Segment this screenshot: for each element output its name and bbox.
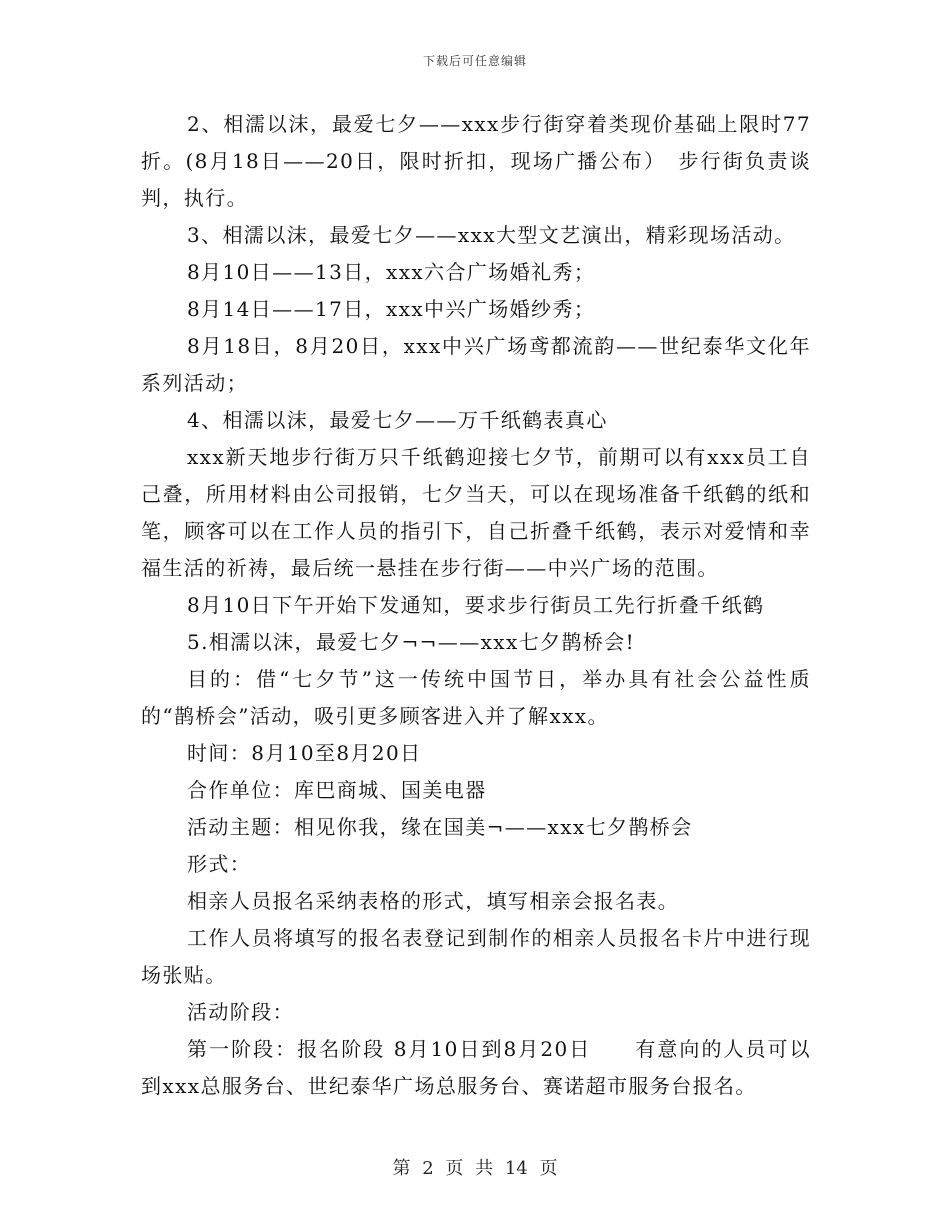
paragraph-performance: 3、相濡以沫，最爱七夕——xxx大型文艺演出，精彩现场活动。 <box>187 223 796 247</box>
page-footer: 第 2 页 共 14 页 <box>392 1158 558 1179</box>
paragraph-notice: 8月10日下午开始下发通知，要求步行街员工先行折叠千纸鹤 <box>187 593 765 617</box>
paragraph-purpose: 目的：借“七夕节”这一传统中国节日，举办具有社会公益性质的“鹊桥会”活动，吸引更多顾客进入并了解xxx。 <box>141 667 811 728</box>
paragraph-discount: 2、相濡以沫，最爱七夕——xxx步行街穿着类现价基础上限时77折。(8月18日——20日，限时折扣，现场广播公布） 步行街负责谈判，执行。 <box>141 112 811 210</box>
paragraph-time: 时间：8月10至8月20日 <box>187 741 422 765</box>
paragraph-culture-year: 8月18日，8月20日，xxx中兴广场鸢都流韵——世纪泰华文化年系列活动； <box>141 334 811 395</box>
paragraph-registration-form: 相亲人员报名采纳表格的形式，填写相亲会报名表。 <box>187 889 680 913</box>
paragraph-paper-cranes-title: 4、相濡以沫，最爱七夕——万千纸鹤表真心 <box>187 408 608 432</box>
paragraph-partners: 合作单位：库巴商城、国美电器 <box>187 778 487 802</box>
page-header: 下载后可任意编辑 <box>422 54 527 68</box>
paragraph-format-label: 形式： <box>187 852 252 876</box>
paragraph-stages-label: 活动阶段： <box>187 1000 294 1024</box>
paragraph-magpie-bridge-title: 5.相濡以沫，最爱七夕¬¬——xxx七夕鹊桥会! <box>187 630 636 654</box>
paragraph-theme: 活动主题：相见你我，缘在国美¬——xxx七夕鹊桥会 <box>187 815 693 839</box>
paragraph-gown-show: 8月14日——17日，xxx中兴广场婚纱秀； <box>187 297 596 321</box>
paragraph-paper-cranes-body: xxx新天地步行街万只千纸鹤迎接七夕节，前期可以有xxx员工自己叠，所用材料由公司报销，七夕当天，可以在现场准备千纸鹤的纸和笔，顾客可以在工作人员的指引下，自己折叠千纸鹤，表示对爱情和幸福生活的祈祷，最后统一悬挂在步行街——中兴广场的范围。 <box>141 445 811 580</box>
paragraph-wedding-show: 8月10日——13日，xxx六合广场婚礼秀； <box>187 260 596 284</box>
document-body <box>141 106 811 1105</box>
paragraph-stage-one: 第一阶段：报名阶段 8月10日到8月20日 有意向的人员可以到xxx总服务台、世纪泰华广场总服务台、赛诺超市服务台报名。 <box>141 1037 811 1098</box>
paragraph-posting: 工作人员将填写的报名表登记到制作的相亲人员报名卡片中进行现场张贴。 <box>141 926 811 987</box>
